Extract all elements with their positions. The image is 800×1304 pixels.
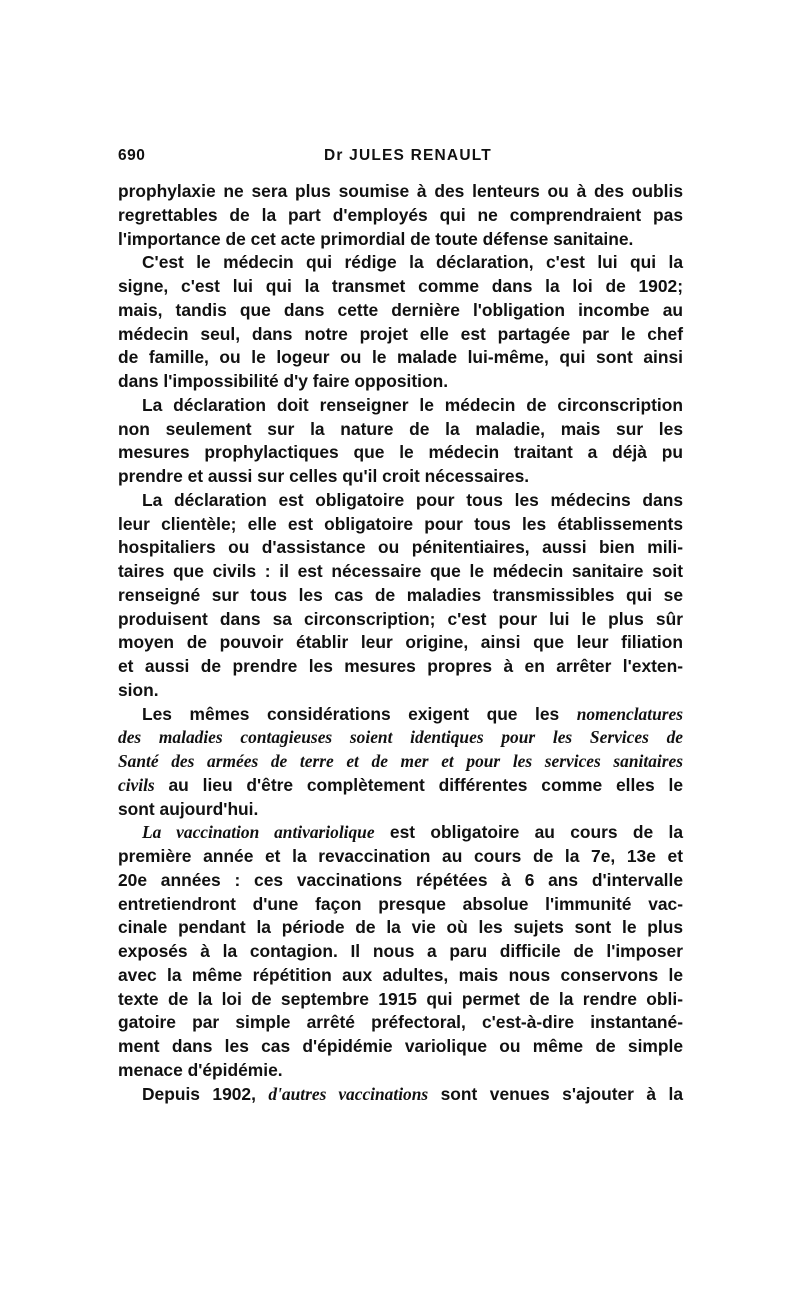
text-run: moyen de pouvoir établir leur origine, ainsi que leur filiation [118,632,683,653]
text-line [118,465,683,489]
text-line [118,584,683,608]
text-line [118,560,683,584]
text-run: taires que civils : il est nécessaire que le médecin sanitaire soit [118,561,683,581]
text-line [118,845,683,869]
italic-text: nomenclatures [576,703,683,724]
text-run: de famille, ou le logeur ou le malade lui-même, qui sont ainsi [118,347,683,368]
text-line [118,821,683,845]
text-run: 20e années : ces vaccinations répétées à 6 ans d'intervalle [118,869,683,890]
paragraph [118,703,683,822]
text-line [118,798,683,822]
text-run: produisent dans sa circonscription; c'est pour lui le plus sûr [118,608,683,629]
text-run: cinale pendant la période de la vie où les sujets sont le plus [118,917,683,938]
text-run: l'importance de cet acte primordial de toute défense sanitaine. [118,228,634,249]
italic-text: La vaccination antivariolique [142,822,375,843]
text-run: médecin seul, dans notre projet elle est partagée par le chef [118,323,683,344]
text-run: hospitaliers ou d'assistance ou pénitentiaires, aussi bien mili- [118,537,683,558]
text-line [118,418,683,442]
text-run: texte de la loi de septembre 1915 qui permet de la rendre obli- [118,988,683,1009]
text-run: Depuis 1902, [142,1083,269,1104]
text-run: sont venues s'ajouter à la [428,1083,683,1104]
text-run: non seulement sur la nature de la maladie, mais sur les [118,418,683,439]
text-run: leur clientèle; elle est obligatoire pour tous les établissements [118,513,683,534]
text-line [118,489,683,513]
text-line [118,869,683,893]
text-run: prendre et aussi sur celles qu'il croit nécessaires. [118,466,530,486]
text-run: regrettables de la part d'employés qui ne comprendraient pas [118,204,683,225]
text-line [118,1035,683,1059]
italic-text: des maladies contagieuses soient identiques pour les Services de [118,727,683,748]
italic-text: civils [118,774,155,795]
text-run: signe, c'est lui qui la transmet comme dans la loi de 1902; [118,276,683,296]
text-line [118,323,683,347]
text-run: sion. [118,679,159,700]
body-text [118,180,683,1106]
text-run: La déclaration doit renseigner le médecin de circonscription [142,394,683,415]
text-line [118,513,683,537]
italic-text: d'autres vaccinations [268,1083,429,1104]
italic-text: Santé des armées de terre et de mer et pour les services sanitaires [118,751,683,771]
text-line [118,536,683,560]
paragraph [118,489,683,703]
text-run: au lieu d'être complètement différentes comme elles le [154,774,683,795]
text-run: Les mêmes considérations exigent que les [142,703,577,724]
text-line [118,679,683,703]
text-line [118,228,683,252]
page-number: 690 [118,147,146,164]
paragraph [118,251,683,394]
text-run: sont aujourd'hui. [118,798,259,819]
text-line [118,394,683,418]
text-line [118,180,683,204]
running-head: Dr JULES RENAULT [324,147,492,164]
text-run: prophylaxie ne sera plus soumise à des lenteurs ou à des oublis [118,181,683,201]
text-line [118,1059,683,1083]
text-run: entretiendront d'une façon presque absolue l'immunité vac- [118,893,683,914]
text-line [118,608,683,632]
text-line [118,988,683,1012]
text-line [118,1011,683,1035]
text-line [118,940,683,964]
paragraph [118,821,683,1082]
text-line [118,655,683,679]
text-run: menace d'épidémie. [118,1059,283,1080]
text-run: et aussi de prendre les mesures propres à en arrêter l'exten- [118,656,683,676]
text-line [118,251,683,275]
text-line [118,346,683,370]
text-line [118,774,683,798]
text-line [118,370,683,394]
text-run: exposés à la contagion. Il nous a paru difficile de l'imposer [118,941,683,961]
text-run: renseigné sur tous les cas de maladies transmissibles qui se [118,584,683,605]
paragraph [118,180,683,251]
text-line [118,631,683,655]
paragraph [118,1083,683,1107]
text-line [118,1083,683,1107]
text-line [118,726,683,750]
text-run: La déclaration est obligatoire pour tous les médecins dans [142,489,683,510]
text-run: première année et la revaccination au cours de la 7e, 13e et [118,846,683,866]
page-header [118,143,683,169]
text-run: dans l'impossibilité d'y faire opposition. [118,371,449,391]
text-run: mesures prophylactiques que le médecin traitant a déjà pu [118,442,683,463]
text-line [118,703,683,727]
text-line [118,275,683,299]
paragraph [118,394,683,489]
text-line [118,916,683,940]
text-line [118,893,683,917]
text-line [118,750,683,774]
text-run: est obligatoire au cours de la [374,822,683,843]
text-line [118,964,683,988]
text-run: avec la même répétition aux adultes, mais nous conservons le [118,964,683,985]
text-run: gatoire par simple arrêté préfectoral, c'est-à-dire instantané- [118,1012,683,1033]
text-run: mais, tandis que dans cette dernière l'obligation incombe au [118,299,683,320]
text-line [118,204,683,228]
text-run: ment dans les cas d'épidémie variolique ou même de simple [118,1036,683,1056]
text-run: C'est le médecin qui rédige la déclaration, c'est lui qui la [142,252,683,273]
text-line [118,299,683,323]
text-line [118,441,683,465]
